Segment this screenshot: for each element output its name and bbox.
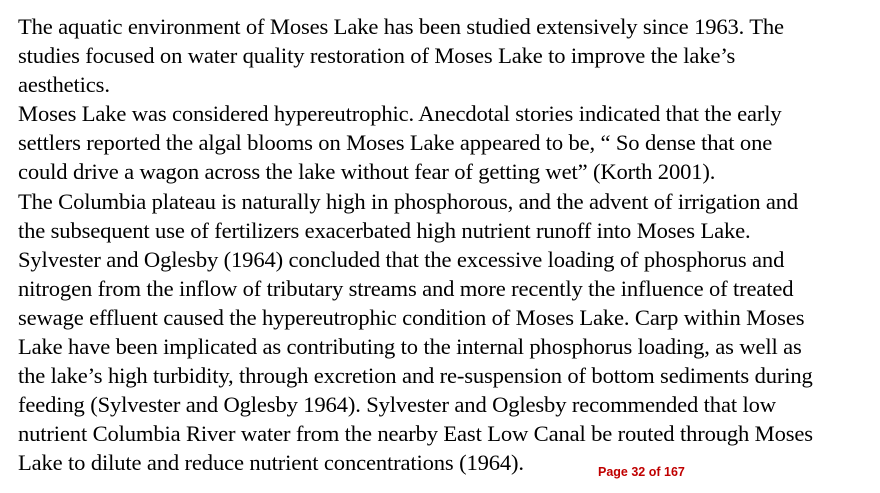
text-line-3: aesthetics. [18, 72, 110, 98]
text-line-11: sewage effluent caused the hypereutrophic condition of Moses Lake. Carp within Moses [18, 304, 805, 330]
page-number: Page 32 of 167 [598, 465, 685, 479]
text-line-4: Moses Lake was considered hypereutrophic. Anecdotal stories indicated that the early [18, 101, 782, 127]
text-line-5: settlers reported the algal blooms on Moses Lake appeared to be, “ So dense that one [18, 130, 773, 156]
text-line-12: Lake have been implicated as contributing to the internal phosphorus loading, as well as [18, 334, 802, 360]
text-line-6: could drive a wagon across the lake without fear of getting wet” (Korth 2001). [18, 159, 716, 185]
body-text [18, 12, 868, 478]
text-line-2: studies focused on water quality restoration of Moses Lake to improve the lake’s [18, 43, 736, 69]
text-line-15: nutrient Columbia River water from the nearby East Low Canal be routed through Moses [18, 421, 813, 447]
text-line-7: The Columbia plateau is naturally high in phosphorous, and the advent of irrigation and [18, 188, 799, 214]
text-line-14: feeding (Sylvester and Oglesby 1964). Sylvester and Oglesby recommended that low [18, 392, 776, 418]
text-line-8: the subsequent use of fertilizers exacerbated high nutrient runoff into Moses Lake. [18, 217, 751, 243]
text-line-13: the lake’s high turbidity, through excretion and re-suspension of bottom sediments during [18, 363, 813, 389]
text-line-1: The aquatic environment of Moses Lake has been studied extensively since 1963. The [18, 14, 784, 39]
text-line-10: nitrogen from the inflow of tributary streams and more recently the influence of treated [18, 275, 794, 301]
text-line-16: Lake to dilute and reduce nutrient concentrations (1964). [18, 450, 524, 476]
text-line-9: Sylvester and Oglesby (1964) concluded that the excessive loading of phosphorus and [18, 246, 785, 272]
